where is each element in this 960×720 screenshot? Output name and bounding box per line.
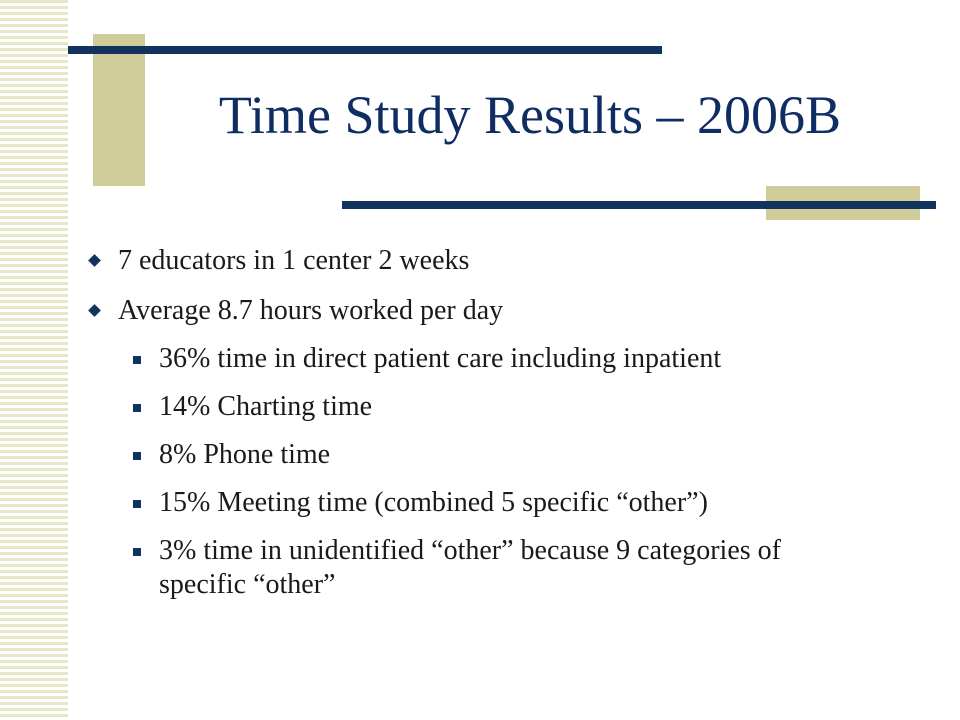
subbullet-text: 3% time in unidentified “other” because 9 categories of specific “other” bbox=[159, 535, 781, 600]
square-bullet-icon bbox=[133, 452, 141, 460]
diamond-bullet-icon bbox=[88, 254, 101, 267]
subbullet-text: 36% time in direct patient care including inpatient bbox=[159, 343, 722, 374]
bullet-text: 7 educators in 1 center 2 weeks bbox=[118, 245, 470, 276]
square-bullet-icon bbox=[133, 500, 141, 508]
square-bullet-icon bbox=[133, 548, 141, 556]
decorative-rule-top bbox=[68, 46, 662, 54]
diamond-bullet-icon bbox=[88, 304, 101, 317]
subbullet-text: 14% Charting time bbox=[159, 391, 373, 422]
decorative-rule-bottom bbox=[342, 201, 936, 209]
slide-title: Time Study Results – 2006B bbox=[218, 85, 842, 145]
subbullet-text: 8% Phone time bbox=[159, 439, 331, 470]
bullet-text: Average 8.7 hours worked per day bbox=[118, 295, 504, 326]
square-bullet-icon bbox=[133, 356, 141, 364]
square-bullet-icon bbox=[133, 404, 141, 412]
subbullet-text: 15% Meeting time (combined 5 specific “other”) bbox=[159, 487, 708, 518]
